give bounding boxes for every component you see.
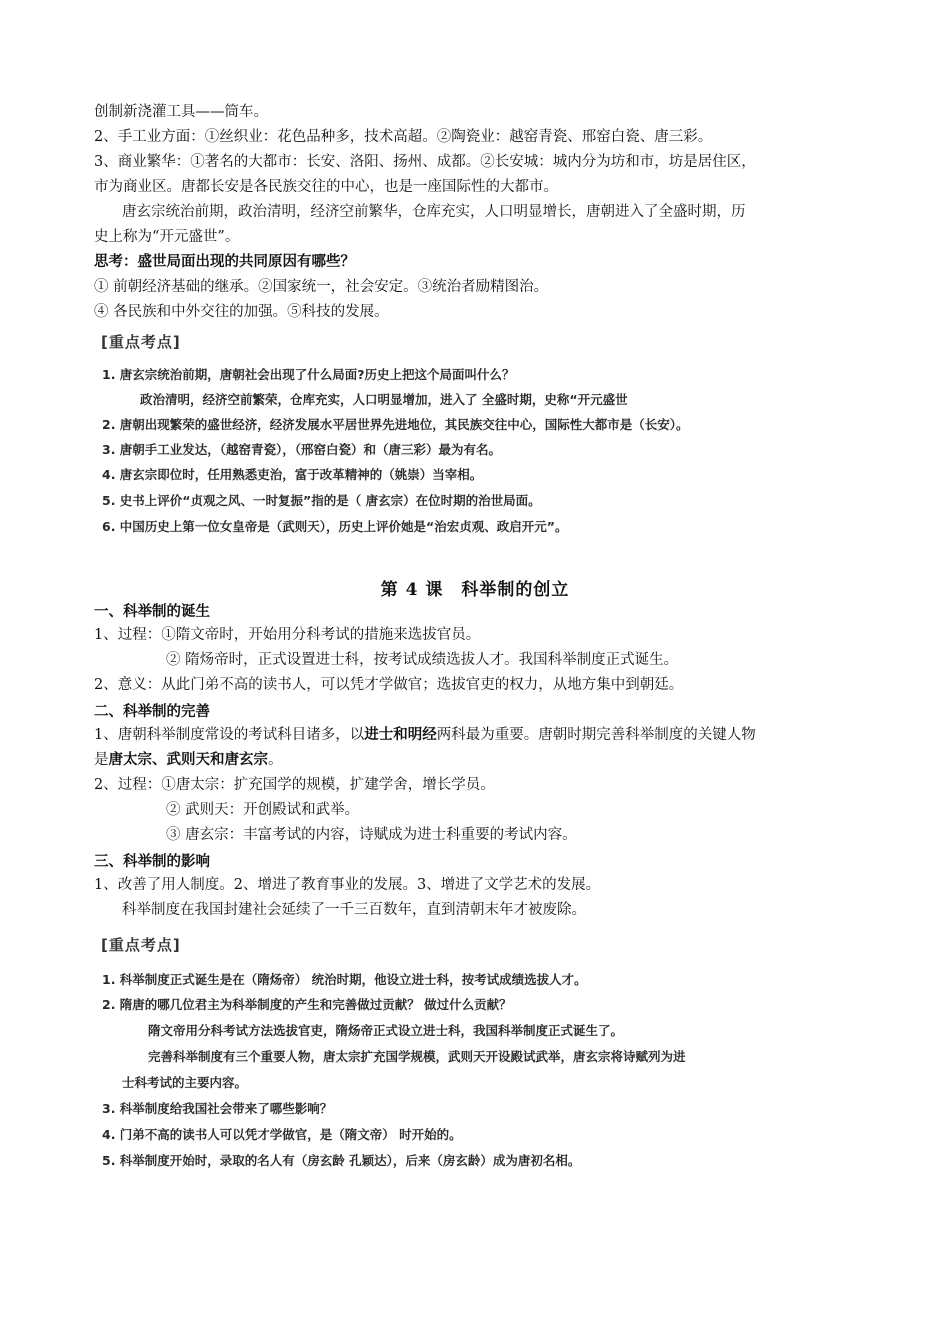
key-point-answer: 完善科举制度有三个重要人物，唐太宗扩充国学规模，武则天开设殿试武举，唐玄宗将诗赋列为进: [148, 1049, 686, 1064]
text-line: 科举制度在我国封建社会延续了一千三百数年，直到清朝末年才被废除。: [122, 902, 586, 918]
section-heading: 一、科举制的诞生: [94, 603, 210, 620]
key-point-item: 4. 唐玄宗即位时，任用熟悉吏治，富于改革精神的（姚崇）当宰相。: [102, 467, 483, 482]
text-span: 是: [94, 752, 109, 768]
key-point-item: 6. 中国历史上第一位女皇帝是（武则天），历史上评价她是“治宏贞观、政启开元”。: [102, 519, 568, 534]
text-line: 2、意义：从此门弟不高的读书人，可以凭才学做官；选拔官吏的权力，从地方集中到朝廷。: [94, 677, 684, 693]
text-line: 1、改善了用人制度。2、增进了教育事业的发展。3、增进了文学艺术的发展。: [94, 877, 601, 893]
text-line: 史上称为“开元盛世”。: [94, 229, 240, 245]
key-point-item: 5. 科举制度开始时，录取的名人有（房玄龄 孔颖达），后来（房玄龄）成为唐初名相。: [102, 1153, 581, 1168]
key-point-answer: 隋文帝用分科考试方法选拔官吏，隋炀帝正式设立进士科，我国科举制度正式诞生了。: [148, 1023, 624, 1038]
bold-text: 唐太宗、武则天和唐玄宗: [108, 751, 268, 768]
text-line: ③ 唐玄宗：丰富考试的内容，诗赋成为进士科重要的考试内容。: [166, 827, 577, 843]
key-point-item: 3. 唐朝手工业发达，（越窑青瓷），（邢窑白瓷）和（唐三彩）最为有名。: [102, 442, 502, 457]
text-span: 1、唐朝科举制度常设的考试科目诸多，以: [94, 727, 365, 743]
think-question: 思考：盛世局面出现的共同原因有哪些？: [94, 253, 355, 270]
text-line: 3、商业繁华：①著名的大都市：长安、洛阳、扬州、成都。②长安城：城内分为坊和市，坊是居住区，: [94, 154, 756, 170]
key-point-answer: 士科考试的主要内容。: [122, 1075, 248, 1090]
text-line: 2、手工业方面：①丝织业：花色品种多，技术高超。②陶瓷业：越窑青瓷、邢窑白瓷、唐三彩。: [94, 129, 713, 145]
key-points-title: [重点考点]: [101, 333, 181, 351]
think-answer: ① 前朝经济基础的继承。②国家统一，社会安定。③统治者励精图治。: [94, 279, 549, 295]
section-heading: 三、科举制的影响: [94, 853, 210, 870]
key-point-item: 1. 唐玄宗统治前期，唐朝社会出现了什么局面?历史上把这个局面叫什么？: [102, 367, 515, 382]
key-point-answer: 政治清明，经济空前繁荣，仓库充实，人口明显增加，进入了 全盛时期，史称“开元盛世: [140, 392, 628, 407]
key-point-item: 3. 科举制度给我国社会带来了哪些影响？: [102, 1101, 333, 1116]
text-line: 唐玄宗统治前期，政治清明，经济空前繁华，仓库充实，人口明显增长，唐朝进入了全盛时期，历: [122, 204, 746, 220]
think-answer: ④ 各民族和中外交往的加强。⑤科技的发展。: [94, 304, 389, 320]
text-span: 。: [268, 752, 283, 768]
text-line: 1、过程：①隋文帝时，开始用分科考试的措施来选拔官员。: [94, 627, 481, 643]
text-line: ② 武则天：开创殿试和武举。: [166, 802, 360, 818]
key-point-item: 2. 隋唐的哪几位君主为科举制度的产生和完善做过贡献？ 做过什么贡献？: [102, 997, 512, 1012]
text-line: 市为商业区。唐都长安是各民族交往的中心，也是一座国际性的大都市。: [94, 179, 558, 195]
text-line: 创制新浇灌工具——筒车。: [94, 104, 268, 120]
text-line: [94, 750, 283, 770]
text-line: ② 隋炀帝时，正式设置进士科，按考试成绩选拔人才。我国科举制度正式诞生。: [166, 652, 679, 668]
lesson-title: 第 4 课 科举制的创立: [380, 580, 570, 600]
text-line: 2、过程：①唐太宗：扩充国学的规模，扩建学舍，增长学员。: [94, 777, 495, 793]
key-points-title: [重点考点]: [101, 936, 181, 954]
bold-text: 进士和明经: [364, 726, 437, 743]
text-span: 两科最为重要。唐朝时期完善科举制度的关键人物: [436, 727, 756, 743]
key-point-item: 1. 科举制度正式诞生是在（隋炀帝） 统治时期，他设立进士科，按考试成绩选拔人才。: [102, 972, 587, 987]
key-point-item: 4. 门弟不高的读书人可以凭才学做官，是（隋文帝） 时开始的。: [102, 1127, 462, 1142]
text-line: [94, 725, 756, 745]
key-point-item: 5. 史书上评价“贞观之风、一时复振”指的是（ 唐玄宗）在位时期的治世局面。: [102, 493, 541, 508]
section-heading: 二、科举制的完善: [94, 703, 210, 720]
key-point-item: 2. 唐朝出现繁荣的盛世经济，经济发展水平居世界先进地位，其民族交往中心，国际性大都市是（长安）。: [102, 417, 689, 432]
